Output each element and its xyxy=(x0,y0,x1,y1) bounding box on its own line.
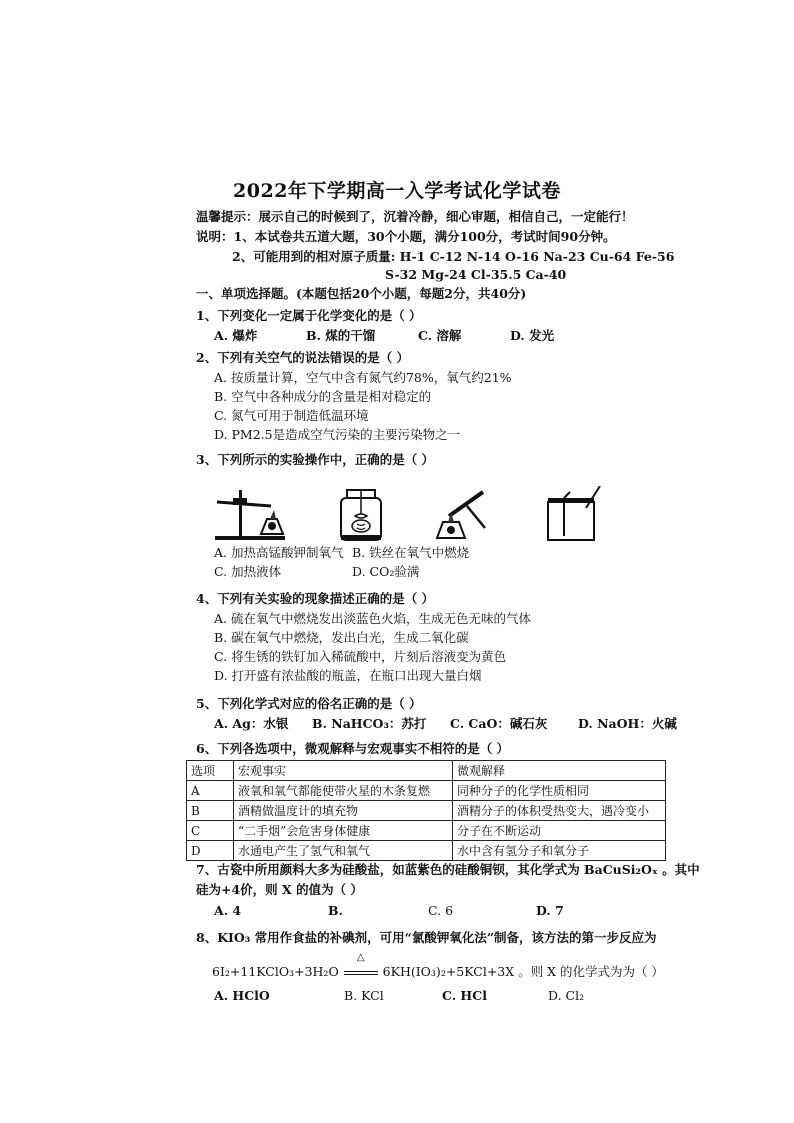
question-5-stem: 5、下列化学式对应的俗名正确的是（ ） xyxy=(196,696,422,711)
q8-option-c: C. HCl xyxy=(442,988,487,1003)
heat-condition-icon: △ xyxy=(356,952,365,963)
q6-header-row xyxy=(187,761,666,781)
q8-option-d: D. Cl₂ xyxy=(548,988,585,1003)
question-4-stem: 4、下列有关实验的现象描述正确的是（ ） xyxy=(196,591,435,606)
q6-cell: B xyxy=(187,801,234,821)
table-row xyxy=(187,801,666,821)
q6-cell: A xyxy=(187,781,234,801)
q6-cell: D xyxy=(187,841,234,861)
q1-option-a: A. 爆炸 xyxy=(214,328,258,343)
q3-figures xyxy=(205,486,605,542)
question-7-stem-cont: 硅为+4价，则 X 的值为（ ） xyxy=(196,882,363,897)
note-1: 说明：1、本试卷共五道大题，30个小题，满分100分，考试时间90分钟。 xyxy=(196,229,616,244)
note-2-masses-cont: S-32 Mg-24 Cl-35.5 Ca-40 xyxy=(385,267,567,282)
q4-option-b: B. 碳在氧气中燃烧，发出白光，生成二氧化碳 xyxy=(214,630,469,645)
section-heading: 一、单项选择题。(本题包括20个小题，每题2分，共40分) xyxy=(196,286,527,301)
q8-equation-left: 6I₂+11KClO₃+3H₂O xyxy=(212,964,339,979)
q8-option-a: A. HClO xyxy=(214,988,270,1003)
table-row xyxy=(187,781,666,801)
q3-option-b: B. 铁丝在氧气中燃烧 xyxy=(352,545,470,560)
q3-option-d: D. CO₂验满 xyxy=(352,564,420,579)
table-row xyxy=(187,841,666,861)
q3-option-a: A. 加热高锰酸钾制氧气 xyxy=(214,545,344,560)
q5-option-c: C. CaO：碱石灰 xyxy=(450,716,548,731)
q2-option-d: D. PM2.5是造成空气污染的主要污染物之一 xyxy=(214,427,461,442)
q6-cell: 酒精做温度计的填充物 xyxy=(234,801,453,821)
q6-cell: 酒精分子的体积受热变大，遇冷变小 xyxy=(453,801,666,821)
q1-option-b: B. 煤的干馏 xyxy=(306,328,376,343)
q2-option-c: C. 氮气可用于制造低温环境 xyxy=(214,408,369,423)
page-title: 2022年下学期高一入学考试化学试卷 xyxy=(233,180,561,202)
heating-apparatus-figure xyxy=(213,486,293,542)
q6-cell: C xyxy=(187,821,234,841)
q5-option-b: B. NaHCO₃：苏打 xyxy=(312,716,427,731)
q1-option-d: D. 发光 xyxy=(510,328,555,343)
q8-equation xyxy=(212,952,664,980)
q8-equation-right: 6KH(IO₃)₂+5KCl+3X 。则 X 的化学式为为（ ） xyxy=(382,964,664,979)
table-row xyxy=(187,821,666,841)
iron-wire-jar-figure xyxy=(323,486,403,542)
q6-cell: 水中含有氢分子和氧分子 xyxy=(453,841,666,861)
q4-option-d: D. 打开盛有浓盐酸的瓶盖，在瓶口出现大量白烟 xyxy=(214,668,482,683)
q4-option-c: C. 将生锈的铁钉加入稀硫酸中，片刻后溶液变为黄色 xyxy=(214,649,507,664)
q7-option-c: C. 6 xyxy=(428,903,454,918)
question-1-stem: 1、下列变化一定属于化学变化的是（ ） xyxy=(196,308,422,323)
q8-option-b: B. KCl xyxy=(344,988,384,1003)
q6-header-option: 选项 xyxy=(187,761,234,781)
q2-option-b: B. 空气中各种成分的含量是相对稳定的 xyxy=(214,389,432,404)
q7-option-a: A. 4 xyxy=(214,903,242,918)
question-3-stem: 3、下列所示的实验操作中，正确的是（ ） xyxy=(196,452,435,467)
q6-cell: 同种分子的化学性质相同 xyxy=(453,781,666,801)
tip-text: 温馨提示：展示自己的时候到了，沉着冷静，细心审题，相信自己，一定能行！ xyxy=(196,209,634,224)
question-7-stem: 7、古瓷中所用颜料大多为硅酸盐，如蓝紫色的硅酸铜钡，其化学式为 BaCuSi₂Oₓ 。其中 xyxy=(196,862,700,877)
heating-liquid-figure xyxy=(431,486,511,542)
note-2-masses: 2、可能用到的相对原子质量: H-1 C-12 N-14 O-16 Na-23 Cu-64 Fe-56 xyxy=(232,249,675,264)
q3-option-c: C. 加热液体 xyxy=(214,564,282,579)
q6-cell: “二手烟”会危害身体健康 xyxy=(234,821,453,841)
q6-table xyxy=(186,760,666,861)
q6-cell: 水通电产生了氢气和氧气 xyxy=(234,841,453,861)
question-2-stem: 2、下列有关空气的说法错误的是（ ） xyxy=(196,350,410,365)
q4-option-a: A. 硫在氧气中燃烧发出淡蓝色火焰，生成无色无味的气体 xyxy=(214,611,531,626)
q2-option-a: A. 按质量计算，空气中含有氮气约78%，氧气约21% xyxy=(214,370,512,385)
q5-option-d: D. NaOH：火碱 xyxy=(578,716,677,731)
question-6-stem: 6、下列各选项中，微观解释与宏观事实不相符的是（ ） xyxy=(196,741,510,756)
question-8-stem: 8、KIO₃ 常用作食盐的补碘剂，可用“氯酸钾氧化法”制备，该方法的第一步反应为 xyxy=(196,930,657,945)
q6-header-explanation: 微观解释 xyxy=(453,761,666,781)
q1-option-c: C. 溶解 xyxy=(418,328,462,343)
q8-equation-arrow xyxy=(343,952,379,979)
co2-check-figure xyxy=(540,486,620,542)
q7-option-d: D. 7 xyxy=(536,903,564,918)
q6-cell: 液氧和氧气都能使带火星的木条复燃 xyxy=(234,781,453,801)
q5-option-a: A. Ag：水银 xyxy=(214,716,289,731)
q6-header-fact: 宏观事实 xyxy=(234,761,453,781)
q6-cell: 分子在不断运动 xyxy=(453,821,666,841)
q7-option-b: B. xyxy=(328,903,343,918)
